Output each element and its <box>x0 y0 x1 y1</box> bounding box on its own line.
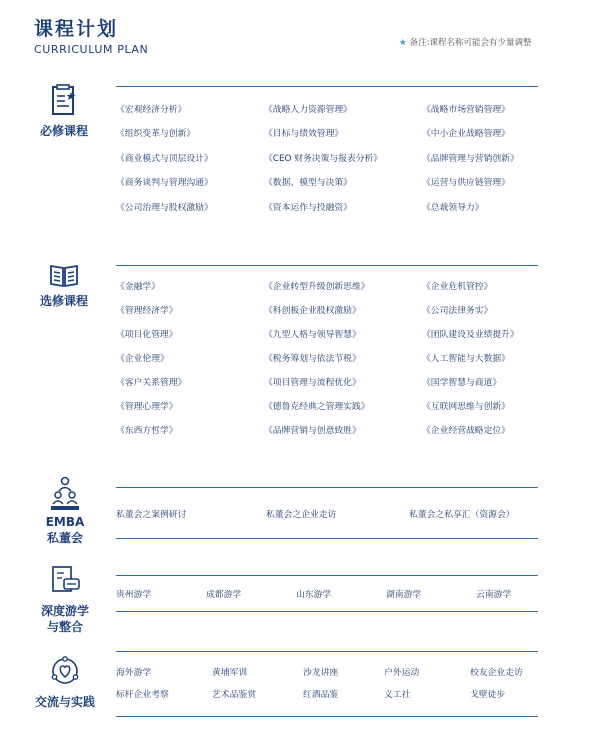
table-row <box>116 687 538 701</box>
divider <box>116 538 538 539</box>
course-item: 《金融学》 <box>116 282 160 292</box>
course-item: 《企业伦理》 <box>116 354 169 364</box>
divider <box>116 611 538 612</box>
course-item: 《管理心理学》 <box>116 402 178 412</box>
list-item: 私董会之案例研讨 <box>116 510 187 520</box>
course-item: 《品牌营销与创意致胜》 <box>264 426 361 436</box>
heart-network-icon <box>51 656 79 686</box>
section-label-emba-line1: EMBA <box>45 515 85 529</box>
course-item: 《科创板企业股权激励》 <box>264 306 361 316</box>
course-item: 《东西方哲学》 <box>116 426 178 436</box>
course-item: 《运营与供应链管理》 <box>422 178 510 188</box>
divider <box>116 487 538 488</box>
course-item: 《项目化管理》 <box>116 330 178 340</box>
section-label-elective: 选修课程 <box>39 294 88 308</box>
divider <box>116 265 538 266</box>
table-row <box>116 102 538 116</box>
section-label-study-tour-line2: 与整合 <box>46 620 83 634</box>
course-item: 《战略市场营销管理》 <box>422 105 510 115</box>
course-item: 《中小企业战略管理》 <box>422 129 510 139</box>
table-row <box>116 507 538 521</box>
note <box>399 36 532 48</box>
table-row <box>116 126 538 140</box>
course-item: 《公司治理与股权激励》 <box>116 203 213 213</box>
course-item: 《品牌管理与营销创新》 <box>422 154 519 164</box>
book-icon <box>49 263 79 289</box>
course-item: 《管理经济学》 <box>116 306 178 316</box>
course-item: 《公司法律务实》 <box>422 306 493 316</box>
course-item: 《税务筹划与依法节税》 <box>264 354 361 364</box>
section-label-required: 必修课程 <box>39 124 88 138</box>
list-item: 标杆企业考察 <box>116 690 169 700</box>
course-item: 《客户关系管理》 <box>116 378 187 388</box>
table-row <box>116 587 538 601</box>
list-item: 义工社 <box>384 690 411 700</box>
list-item: 私董会之私享汇（资源会） <box>409 510 515 520</box>
course-item: 《数据、模型与决策》 <box>264 178 352 188</box>
list-item: 云南游学 <box>476 590 512 600</box>
list-item: 成都游学 <box>206 590 242 600</box>
list-item: 艺术品鉴赏 <box>212 690 256 700</box>
course-item: 《项目管理与流程优化》 <box>264 378 361 388</box>
course-item: 《企业转型升级创新思维》 <box>264 282 370 292</box>
table-row <box>116 423 538 437</box>
course-item: 《商务谈判与管理沟通》 <box>116 178 213 188</box>
course-item: 《战略人力资源管理》 <box>264 105 352 115</box>
note-text: 备注:课程名称可能会有少量调整 <box>409 38 532 48</box>
course-item: 《企业经营战略定位》 <box>422 426 510 436</box>
table-row <box>116 327 538 341</box>
course-item: 《CEO 财务决策与报表分析》 <box>264 154 383 164</box>
course-item: 《资本运作与投融资》 <box>264 203 352 213</box>
section-label-emba-line2: 私董会 <box>46 531 83 545</box>
course-item: 《德鲁克经典之管理实践》 <box>264 402 370 412</box>
document-chat-icon <box>51 565 81 595</box>
table-row <box>116 151 538 165</box>
course-item: 《商业模式与顶层设计》 <box>116 154 213 164</box>
table-row <box>116 200 538 214</box>
course-item: 《总裁领导力》 <box>422 203 484 213</box>
table-row <box>116 279 538 293</box>
list-item: 沙龙讲座 <box>303 668 339 678</box>
people-pyramid-icon <box>49 476 81 512</box>
table-row <box>116 175 538 189</box>
list-item: 红酒品鉴 <box>303 690 339 700</box>
course-item: 《团队建设及业绩提升》 <box>422 330 519 340</box>
course-item: 《宏观经济分析》 <box>116 105 187 115</box>
section-label-study-tour <box>30 603 100 635</box>
course-item: 《国学智慧与商道》 <box>422 378 502 388</box>
table-row <box>116 399 538 413</box>
list-item: 校友企业走访 <box>470 668 523 678</box>
list-item: 山东游学 <box>296 590 332 600</box>
clipboard-icon <box>50 84 78 118</box>
page-title: 课程计划 <box>34 18 119 40</box>
table-row <box>116 351 538 365</box>
table-row <box>116 375 538 389</box>
list-item: 贵州游学 <box>116 590 152 600</box>
divider <box>116 575 538 576</box>
course-item: 《九型人格与领导智慧》 <box>264 330 361 340</box>
course-item: 《组织变革与创新》 <box>116 129 196 139</box>
list-item: 海外游学 <box>116 668 152 678</box>
list-item: 户外运动 <box>384 668 420 678</box>
course-item: 《人工智能与大数据》 <box>422 354 510 364</box>
section-label-study-tour-line1: 深度游学 <box>40 604 89 618</box>
course-item: 《目标与绩效管理》 <box>264 129 344 139</box>
table-row <box>116 665 538 679</box>
list-item: 黄埔军训 <box>212 668 248 678</box>
divider <box>116 716 538 717</box>
section-label-exchange: 交流与实践 <box>34 695 95 709</box>
star-icon: ★ <box>399 38 407 48</box>
table-row <box>116 303 538 317</box>
divider <box>116 86 538 87</box>
course-item: 《企业危机管控》 <box>422 282 493 292</box>
divider <box>116 651 538 652</box>
list-item: 戈壁徒步 <box>470 690 506 700</box>
course-item: 《互联网思维与创新》 <box>422 402 510 412</box>
section-label-emba <box>30 514 100 546</box>
page-subtitle: CURRICULUM PLAN <box>34 43 149 56</box>
list-item: 私董会之企业走访 <box>266 510 337 520</box>
list-item: 湖南游学 <box>386 590 422 600</box>
